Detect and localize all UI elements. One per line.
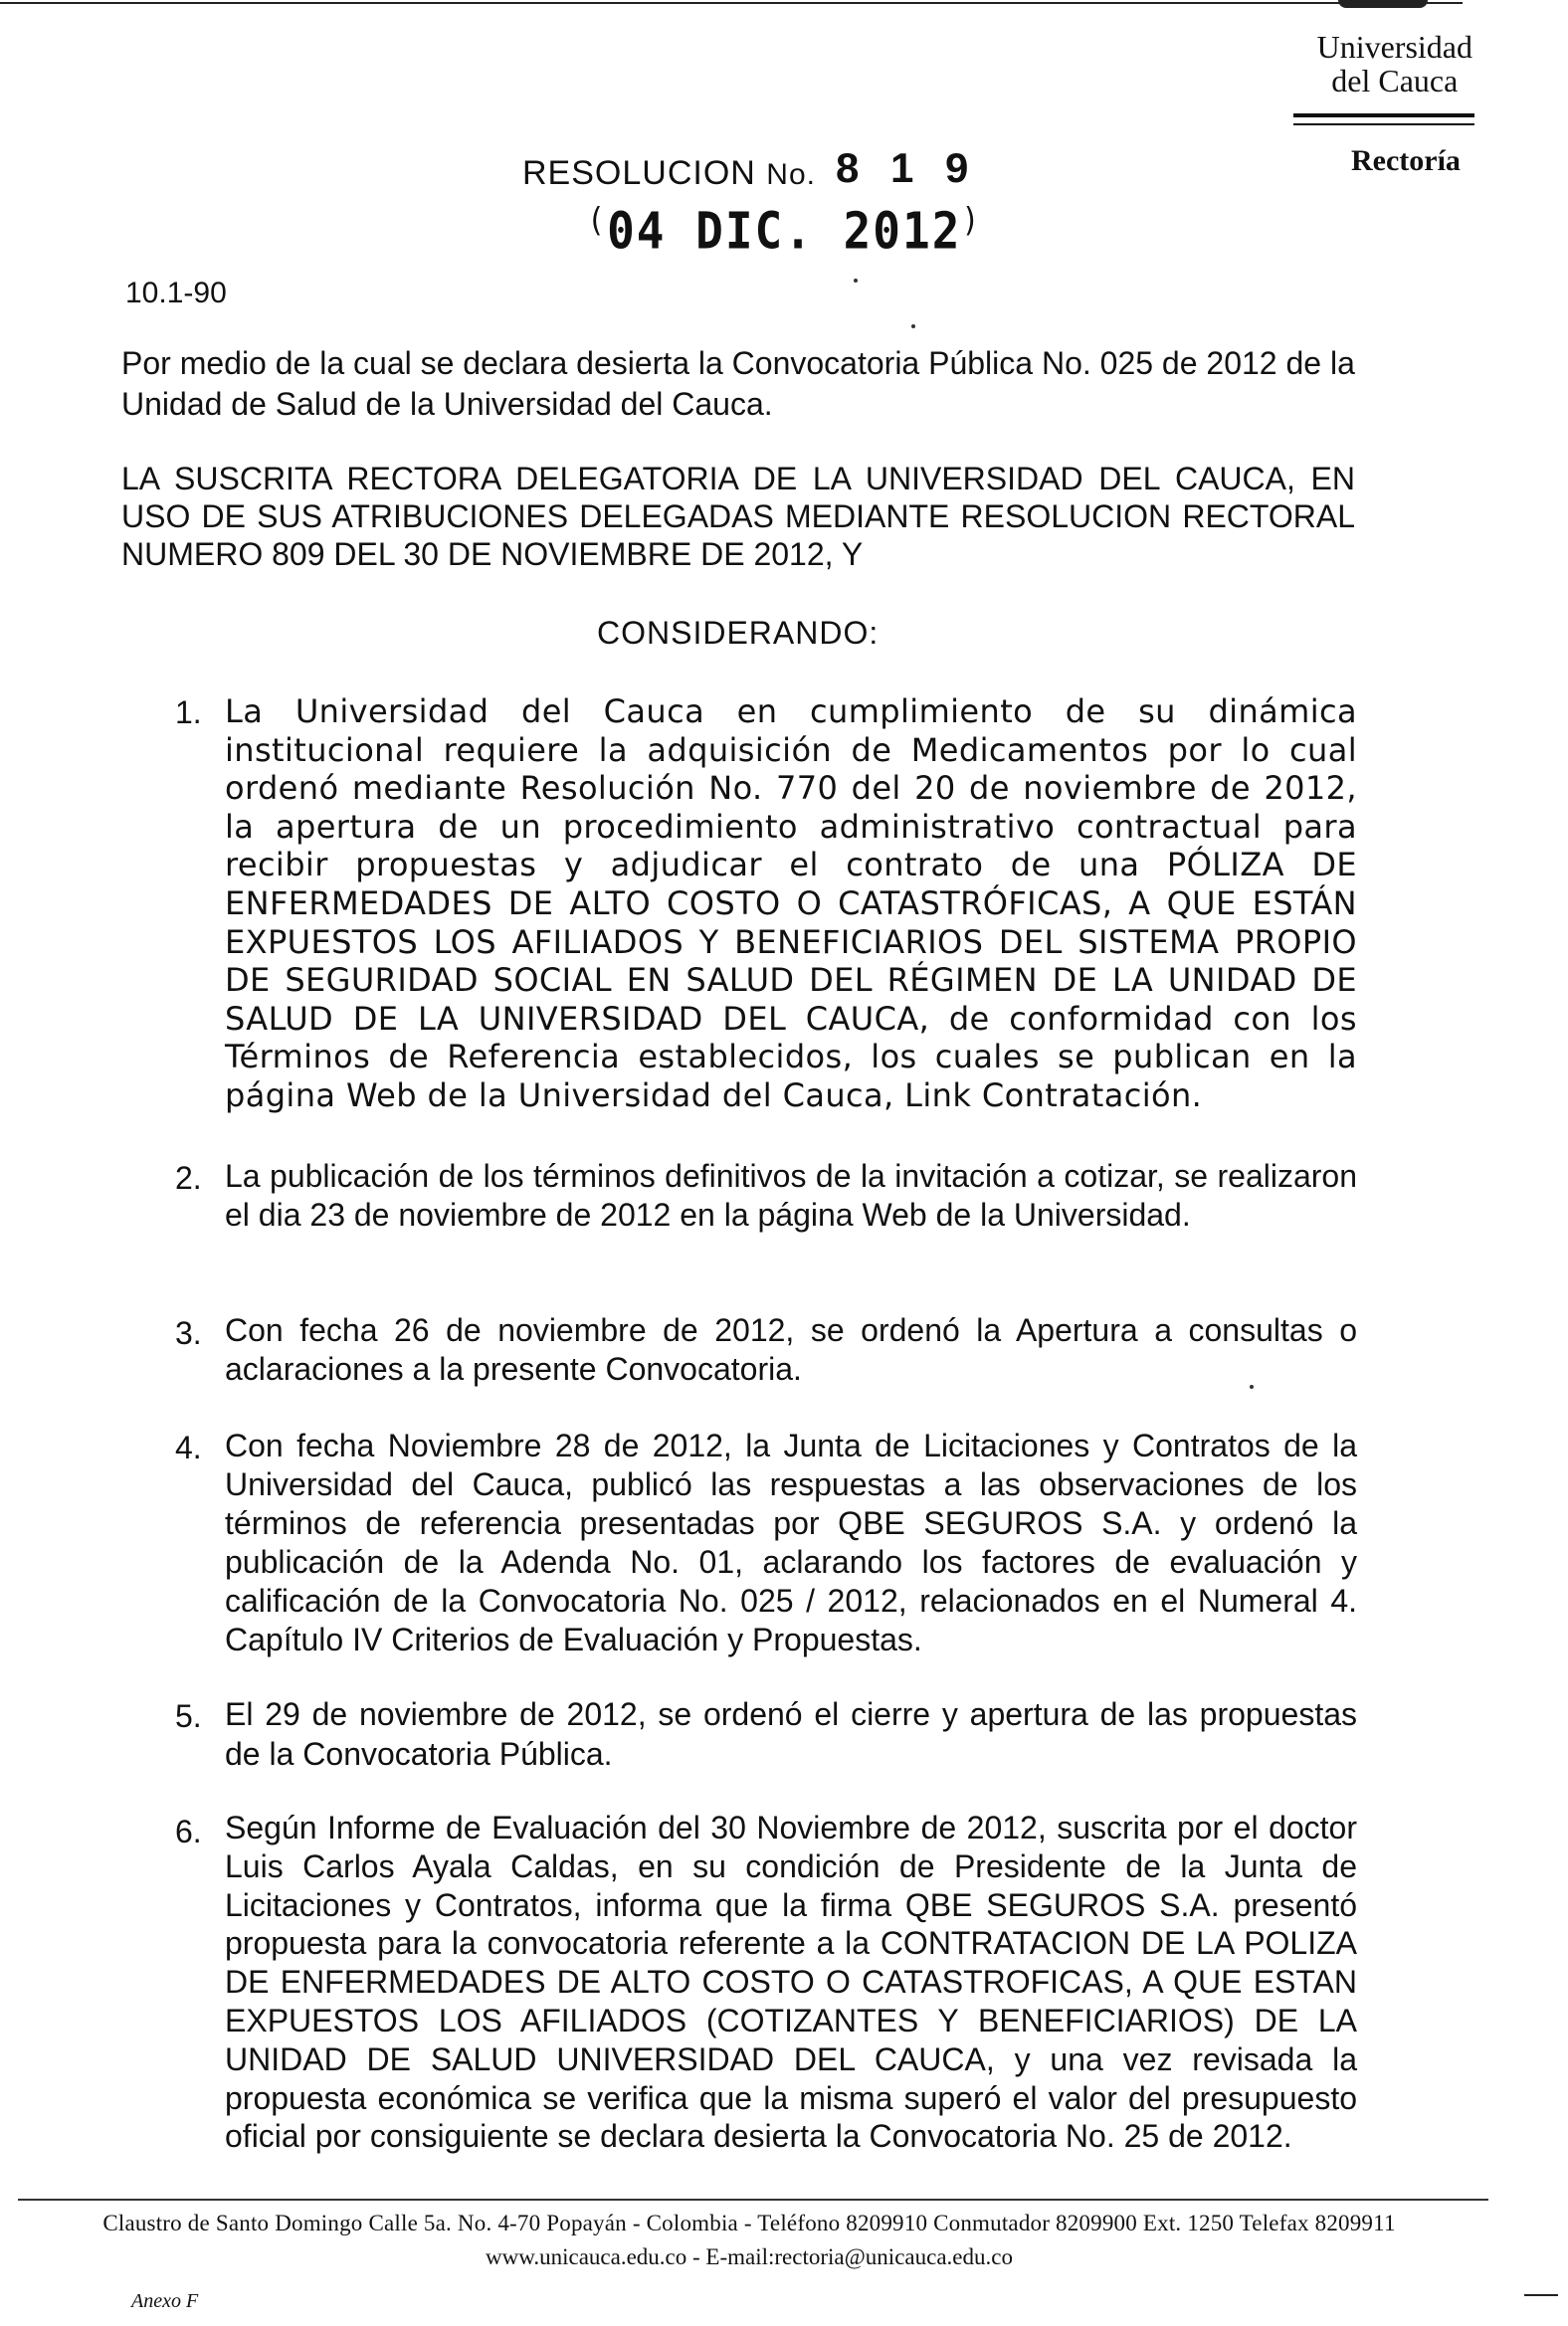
list-item-number: 3. <box>175 1315 202 1351</box>
header-divider <box>1293 113 1474 117</box>
list-item-number: 4. <box>175 1430 202 1465</box>
annex-label: Anexo F <box>131 2290 199 2312</box>
list-item-number: 5. <box>175 1698 202 1734</box>
top-border-rule <box>0 2 1463 4</box>
list-item: El 29 de noviembre de 2012, se ordenó el cierre y apertura de las propuestas de la Convocatoria Pública. <box>225 1696 1357 1772</box>
resolution-date: 04 DIC. 2012 <box>607 201 962 261</box>
authority-preamble: LA SUSCRITA RECTORA DELEGATORIA DE LA UNIVERSIDAD DEL CAUCA, EN USO DE SUS ATRIBUCIONES DELEGADAS MEDIANTE RESOLUCION RECTORAL NUMERO 809 DEL 30 DE NOVIEMBRE DE 2012, Y <box>121 461 1355 572</box>
institution-name <box>1317 30 1472 97</box>
margin-mark <box>1524 2294 1558 2296</box>
header-divider-thin <box>1293 123 1474 125</box>
scan-speck <box>854 279 858 283</box>
resolution-subject: Por medio de la cual se declara desierta la Convocatoria Pública No. 025 de 2012 de la Unidad de Salud de la Universidad del Cauca. <box>121 345 1355 422</box>
footer-address: Claustro de Santo Domingo Calle 5a. No. 4-70 Popayán - Colombia - Teléfono 8209910 Conmutador 8209900 Ext. 1250 Telefax 8209911 <box>102 2211 1396 2235</box>
university-seal-mark <box>1338 0 1428 8</box>
scan-speck <box>911 324 915 328</box>
list-item: Según Informe de Evaluación del 30 Noviembre de 2012, suscrita por el doctor Luis Carlos Ayala Caldas, en su condición de Presidente de la Junta de Licitaciones y Contratos, informa que la firma QBE SEGUROS S.A. presentó propuesta para la convocatoria referente a la CONTRATACION DE LA POLIZA DE ENFERMEDADES DE ALTO COSTO O CATASTROFICAS, A QUE ESTAN EXPUESTOS LOS AFILIADOS (COTIZANTES Y BENEFICIARIOS) DE LA UNIDAD DE SALUD UNIVERSIDAD DEL CAUCA, y una vez revisada la propuesta económica se verifica que la misma superó el valor del presupuesto oficial por consiguiente se declara desierta la Convocatoria No. 25 de 2012. <box>225 1810 1357 2155</box>
office-name: Rectoría <box>1351 144 1461 177</box>
considerando-heading: CONSIDERANDO: <box>597 615 880 651</box>
list-item: La publicación de los términos definitivos de la invitación a cotizar, se realizaron el dia 23 de noviembre de 2012 en la página Web de la Universidad. <box>225 1158 1357 1233</box>
reference-code: 10.1-90 <box>125 277 227 309</box>
list-item-number: 1. <box>175 694 202 730</box>
footer-web-contact: www.unicauca.edu.co - E-mail:rectoria@unicauca.edu.co <box>486 2244 1013 2269</box>
resolution-title-no: No. <box>766 158 816 191</box>
list-item-number: 6. <box>175 1814 202 1849</box>
resolution-number: 8 1 9 <box>836 144 979 191</box>
list-item: La Universidad del Cauca en cumplimiento de su dinámica institucional requiere la adquisición de Medicamentos por lo cual ordenó mediante Resolución No. 770 del 20 de noviembre de 2012, la apertura de un procedimiento administrativo contractual para recibir propuestas y adjudicar el contrato de una PÓLIZA DE ENFERMEDADES DE ALTO COSTO O CATASTRÓFICAS, A QUE ESTÁN EXPUESTOS LOS AFILIADOS Y BENEFICIARIOS DEL SISTEMA PROPIO DE SEGURIDAD SOCIAL EN SALUD DEL RÉGIMEN DE LA UNIDAD DE SALUD DE LA UNIVERSIDAD DEL CAUCA, de conformidad con los Términos de Referencia establecidos, los cuales se publican en la página Web de la Universidad del Cauca, Link Contratación. <box>225 692 1357 1114</box>
list-item: Con fecha 26 de noviembre de 2012, se ordenó la Apertura a consultas o aclaraciones a la presente Convocatoria. <box>225 1312 1357 1387</box>
resolution-title <box>522 154 816 193</box>
footer-divider <box>18 2199 1488 2201</box>
institution-line-2: del Cauca <box>1331 63 1459 98</box>
resolution-title-prefix: RESOLUCION <box>522 154 756 192</box>
institution-line-1: Universidad <box>1316 29 1472 65</box>
list-item: Con fecha Noviembre 28 de 2012, la Junta de Licitaciones y Contratos de la Universidad del Cauca, publicó las respuestas a las observaciones de los términos de referencia presentadas por QBE SEGUROS S.A. y ordenó la publicación de la Adenda No. 01, aclarando los factores de evaluación y calificación de la Convocatoria No. 025 / 2012, relacionados en el Numeral 4. Capítulo IV Criterios de Evaluación y Propuestas. <box>225 1428 1357 1657</box>
list-item-number: 2. <box>175 1160 202 1196</box>
resolution-date-stamp: (04 DIC. 2012) <box>587 201 982 261</box>
